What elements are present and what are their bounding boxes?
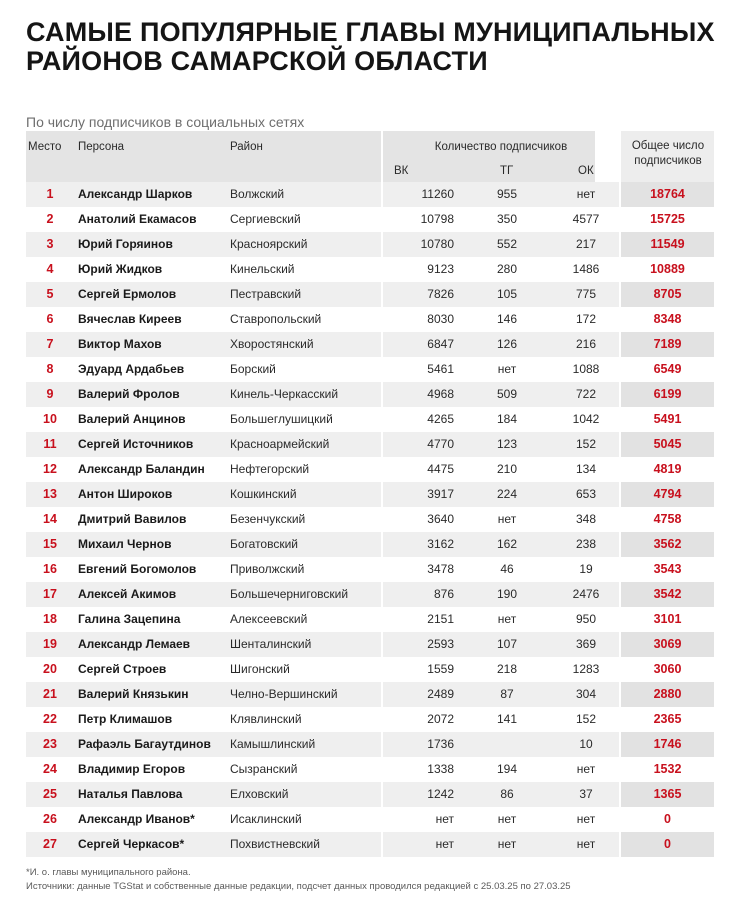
- person-cell: Виктор Махов: [78, 337, 162, 351]
- page-title: САМЫЕ ПОПУЛЯРНЫЕ ГЛАВЫ МУНИЦИПАЛЬНЫХ РАЙОНОВ САМАРСКОЙ ОБЛАСТИ: [26, 17, 715, 76]
- person-cell: Валерий Фролов: [78, 387, 180, 401]
- tg-cell: [474, 732, 540, 757]
- table-row: [26, 182, 714, 207]
- vk-cell: 2151: [427, 612, 454, 626]
- tg-cell: нет: [497, 837, 517, 851]
- ok-cell: 722: [575, 387, 597, 401]
- place-cell: 14: [43, 512, 57, 526]
- header-vk: ВК: [394, 165, 409, 177]
- district-cell: Кинельский: [230, 262, 295, 276]
- total-cell: 0: [664, 837, 671, 851]
- ok-cell: 217: [575, 237, 597, 251]
- person-cell: Александр Баландин: [78, 462, 205, 476]
- place-cell: 7: [46, 337, 54, 351]
- vk-cell: 4770: [427, 437, 454, 451]
- vk-cell: 2072: [427, 712, 454, 726]
- tg-cell: 280: [496, 262, 518, 276]
- place-cell: 3: [46, 237, 54, 251]
- place-cell: 11: [43, 437, 57, 451]
- tg-cell: 184: [496, 412, 518, 426]
- vk-cell: нет: [435, 837, 454, 851]
- person-cell: Михаил Чернов: [78, 537, 172, 551]
- tg-cell: 162: [496, 537, 518, 551]
- person-cell: Галина Зацепина: [78, 612, 181, 626]
- place-cell: 17: [43, 587, 57, 601]
- vk-cell: 1736: [427, 737, 454, 751]
- total-cell: 8348: [653, 312, 682, 326]
- vk-cell: нет: [435, 812, 454, 826]
- district-cell: Челно-Вершинский: [230, 687, 338, 701]
- district-cell: Исаклинский: [230, 812, 302, 826]
- place-cell: 6: [46, 312, 54, 326]
- ok-cell: 348: [575, 512, 597, 526]
- header-person: Персона: [78, 141, 125, 153]
- vk-cell: 1559: [427, 662, 454, 676]
- tg-cell: 210: [496, 462, 518, 476]
- place-cell: 15: [43, 537, 57, 551]
- column-divider: [619, 131, 621, 875]
- person-cell: Валерий Анцинов: [78, 412, 186, 426]
- table-row: [26, 432, 714, 457]
- total-cell: 5491: [653, 412, 682, 426]
- total-cell: 18764: [650, 187, 685, 201]
- district-cell: Хворостянский: [230, 337, 314, 351]
- district-cell: Волжский: [230, 187, 285, 201]
- vk-cell: 2489: [427, 687, 454, 701]
- place-cell: 26: [43, 812, 57, 826]
- vk-cell: 1242: [427, 787, 454, 801]
- subtitle: По числу подписчиков в социальных сетях: [26, 114, 305, 130]
- person-cell: Александр Иванов*: [78, 812, 195, 826]
- district-cell: Безенчукский: [230, 512, 306, 526]
- ok-cell: нет: [576, 812, 596, 826]
- table-row: [26, 282, 714, 307]
- tg-cell: 190: [496, 587, 518, 601]
- total-cell: 1532: [653, 762, 682, 776]
- tg-cell: 87: [500, 687, 514, 701]
- vk-cell: 3162: [427, 537, 454, 551]
- ok-cell: 37: [579, 787, 593, 801]
- district-cell: Большеглушицкий: [230, 412, 333, 426]
- header-subscribers: Количество подписчиков: [434, 141, 568, 153]
- header-district: Район: [230, 141, 263, 153]
- vk-cell: 9123: [427, 262, 454, 276]
- total-cell: 8705: [653, 287, 682, 301]
- tg-cell: нет: [497, 812, 517, 826]
- vk-cell: 1338: [427, 762, 454, 776]
- place-cell: 24: [43, 762, 57, 776]
- district-cell: Сызранский: [230, 762, 298, 776]
- person-cell: Алексей Акимов: [78, 587, 177, 601]
- ok-cell: 10: [579, 737, 593, 751]
- ranking-table: [26, 182, 714, 857]
- district-cell: Красноярский: [230, 237, 308, 251]
- header-total: Общее число подписчиков: [631, 140, 705, 167]
- ok-cell: 1283: [572, 662, 600, 676]
- table-row: [26, 682, 714, 707]
- total-cell: 2880: [653, 687, 682, 701]
- vk-cell: 5461: [427, 362, 454, 376]
- table-row: [26, 832, 714, 857]
- table-row: [26, 582, 714, 607]
- person-cell: Сергей Ермолов: [78, 287, 177, 301]
- ok-cell: 152: [575, 437, 597, 451]
- place-cell: 22: [43, 712, 57, 726]
- table-row: [26, 532, 714, 557]
- tg-cell: 123: [496, 437, 518, 451]
- header-ok: ОК: [578, 165, 594, 177]
- ok-cell: 172: [575, 312, 597, 326]
- person-cell: Евгений Богомолов: [78, 562, 197, 576]
- district-cell: Красноармейский: [230, 437, 330, 451]
- district-cell: Шигонский: [230, 662, 290, 676]
- district-cell: Нефтегорский: [230, 462, 310, 476]
- total-cell: 3060: [653, 662, 682, 676]
- ok-cell: 238: [575, 537, 597, 551]
- tg-cell: 552: [496, 237, 518, 251]
- table-row: [26, 632, 714, 657]
- vk-cell: 3917: [427, 487, 454, 501]
- tg-cell: 509: [496, 387, 518, 401]
- header-place: Место: [28, 141, 62, 153]
- table-row: [26, 707, 714, 732]
- table-row: [26, 457, 714, 482]
- table-row: [26, 307, 714, 332]
- vk-cell: 2593: [427, 637, 454, 651]
- total-cell: 15725: [650, 212, 685, 226]
- tg-cell: 126: [496, 337, 518, 351]
- table-row: [26, 657, 714, 682]
- ok-cell: нет: [576, 187, 596, 201]
- person-cell: Сергей Строев: [78, 662, 167, 676]
- table-row: [26, 757, 714, 782]
- person-cell: Анатолий Екамасов: [78, 212, 197, 226]
- district-cell: Елховский: [230, 787, 289, 801]
- place-cell: 12: [43, 462, 57, 476]
- ok-cell: 216: [575, 337, 597, 351]
- tg-cell: 218: [496, 662, 518, 676]
- district-cell: Сергиевский: [230, 212, 301, 226]
- ok-cell: нет: [576, 762, 596, 776]
- place-cell: 21: [43, 687, 57, 701]
- tg-cell: 146: [496, 312, 518, 326]
- total-cell: 4794: [653, 487, 682, 501]
- table-row: [26, 382, 714, 407]
- person-cell: Юрий Горяинов: [78, 237, 173, 251]
- ok-cell: 950: [575, 612, 597, 626]
- vk-cell: 6847: [427, 337, 454, 351]
- district-cell: Шенталинский: [230, 637, 312, 651]
- vk-cell: 10780: [420, 237, 454, 251]
- total-cell: 0: [664, 812, 671, 826]
- person-cell: Эдуард Ардабьев: [78, 362, 185, 376]
- table-row: [26, 782, 714, 807]
- place-cell: 20: [43, 662, 57, 676]
- place-cell: 10: [43, 412, 57, 426]
- vk-cell: 4475: [427, 462, 454, 476]
- place-cell: 18: [43, 612, 57, 626]
- ok-cell: 2476: [572, 587, 600, 601]
- district-cell: Камышлинский: [230, 737, 316, 751]
- vk-cell: 876: [433, 587, 454, 601]
- tg-cell: 224: [496, 487, 518, 501]
- district-cell: Кошкинский: [230, 487, 297, 501]
- table-row: [26, 257, 714, 282]
- source-note: Источники: данные TGStat и собственные данные редакции, подсчет данных проводился редакцией с 25.03.25 по 27.03.25: [26, 881, 571, 892]
- ok-cell: 304: [575, 687, 597, 701]
- tg-cell: 350: [496, 212, 518, 226]
- district-cell: Большечерниговский: [230, 587, 349, 601]
- table-row: [26, 507, 714, 532]
- tg-cell: нет: [497, 362, 517, 376]
- tg-cell: 194: [496, 762, 518, 776]
- total-cell: 10889: [650, 262, 685, 276]
- column-divider: [381, 131, 383, 875]
- place-cell: 25: [43, 787, 57, 801]
- person-cell: Валерий Князькин: [78, 687, 189, 701]
- total-cell: 6549: [653, 362, 682, 376]
- vk-cell: 4968: [427, 387, 454, 401]
- tg-cell: 141: [496, 712, 518, 726]
- vk-cell: 3640: [427, 512, 454, 526]
- place-cell: 13: [43, 487, 57, 501]
- ok-cell: 134: [575, 462, 597, 476]
- person-cell: Сергей Источников: [78, 437, 194, 451]
- table-row: [26, 807, 714, 832]
- tg-cell: 86: [500, 787, 514, 801]
- total-cell: 2365: [653, 712, 682, 726]
- person-cell: Дмитрий Вавилов: [78, 512, 187, 526]
- total-cell: 3542: [653, 587, 682, 601]
- ok-cell: 369: [575, 637, 597, 651]
- vk-cell: 11260: [421, 187, 454, 201]
- district-cell: Пестравский: [230, 287, 302, 301]
- district-cell: Клявлинский: [230, 712, 302, 726]
- total-cell: 7189: [653, 337, 682, 351]
- place-cell: 1: [46, 187, 54, 201]
- vk-cell: 3478: [427, 562, 454, 576]
- person-cell: Александр Лемаев: [78, 637, 191, 651]
- place-cell: 4: [46, 262, 54, 276]
- total-cell: 3069: [653, 637, 682, 651]
- table-row: [26, 732, 714, 757]
- header-tg: ТГ: [500, 165, 514, 177]
- total-cell: 3562: [653, 537, 682, 551]
- place-cell: 2: [46, 212, 54, 226]
- ok-cell: 1042: [572, 412, 600, 426]
- person-cell: Юрий Жидков: [78, 262, 163, 276]
- place-cell: 16: [43, 562, 57, 576]
- vk-cell: 10798: [420, 212, 454, 226]
- ok-cell: нет: [576, 837, 596, 851]
- ok-cell: 1088: [572, 362, 600, 376]
- person-cell: Александр Шарков: [78, 187, 193, 201]
- footnote: *И. о. главы муниципального района.: [26, 867, 191, 878]
- district-cell: Приволжский: [230, 562, 305, 576]
- person-cell: Антон Широков: [78, 487, 173, 501]
- person-cell: Наталья Павлова: [78, 787, 183, 801]
- ok-cell: 4577: [572, 212, 600, 226]
- tg-cell: 105: [496, 287, 518, 301]
- total-cell: 5045: [653, 437, 682, 451]
- total-cell: 4819: [653, 462, 682, 476]
- total-cell: 4758: [653, 512, 682, 526]
- person-cell: Сергей Черкасов*: [78, 837, 185, 851]
- table-row: [26, 332, 714, 357]
- total-cell: 3101: [653, 612, 682, 626]
- ok-cell: 653: [575, 487, 597, 501]
- place-cell: 19: [43, 637, 57, 651]
- district-cell: Богатовский: [230, 537, 299, 551]
- tg-cell: 46: [500, 562, 514, 576]
- person-cell: Вячеслав Киреев: [78, 312, 182, 326]
- table-row: [26, 357, 714, 382]
- total-cell: 1365: [653, 787, 682, 801]
- table-row: [26, 482, 714, 507]
- vk-cell: 8030: [427, 312, 454, 326]
- vk-cell: 4265: [427, 412, 454, 426]
- district-cell: Алексеевский: [230, 612, 308, 626]
- tg-cell: 955: [496, 187, 518, 201]
- total-cell: 1746: [653, 737, 682, 751]
- total-cell: 6199: [653, 387, 682, 401]
- person-cell: Владимир Егоров: [78, 762, 186, 776]
- ok-cell: 1486: [572, 262, 600, 276]
- place-cell: 23: [43, 737, 57, 751]
- person-cell: Рафаэль Багаутдинов: [78, 737, 211, 751]
- place-cell: 5: [46, 287, 54, 301]
- table-row: [26, 407, 714, 432]
- tg-cell: 107: [496, 637, 518, 651]
- tg-cell: нет: [497, 512, 517, 526]
- table-row: [26, 607, 714, 632]
- tg-cell: нет: [497, 612, 517, 626]
- total-cell: 3543: [653, 562, 682, 576]
- total-cell: 11549: [650, 237, 685, 251]
- ok-cell: 19: [579, 562, 593, 576]
- table-row: [26, 557, 714, 582]
- place-cell: 9: [46, 387, 54, 401]
- district-cell: Ставропольский: [230, 312, 322, 326]
- vk-cell: 7826: [427, 287, 454, 301]
- table-row: [26, 232, 714, 257]
- district-cell: Борский: [230, 362, 276, 376]
- place-cell: 8: [46, 362, 54, 376]
- person-cell: Петр Климашов: [78, 712, 173, 726]
- place-cell: 27: [43, 837, 57, 851]
- district-cell: Кинель-Черкасский: [230, 387, 339, 401]
- ok-cell: 152: [575, 712, 597, 726]
- district-cell: Похвистневский: [230, 837, 320, 851]
- table-row: [26, 207, 714, 232]
- ok-cell: 775: [575, 287, 597, 301]
